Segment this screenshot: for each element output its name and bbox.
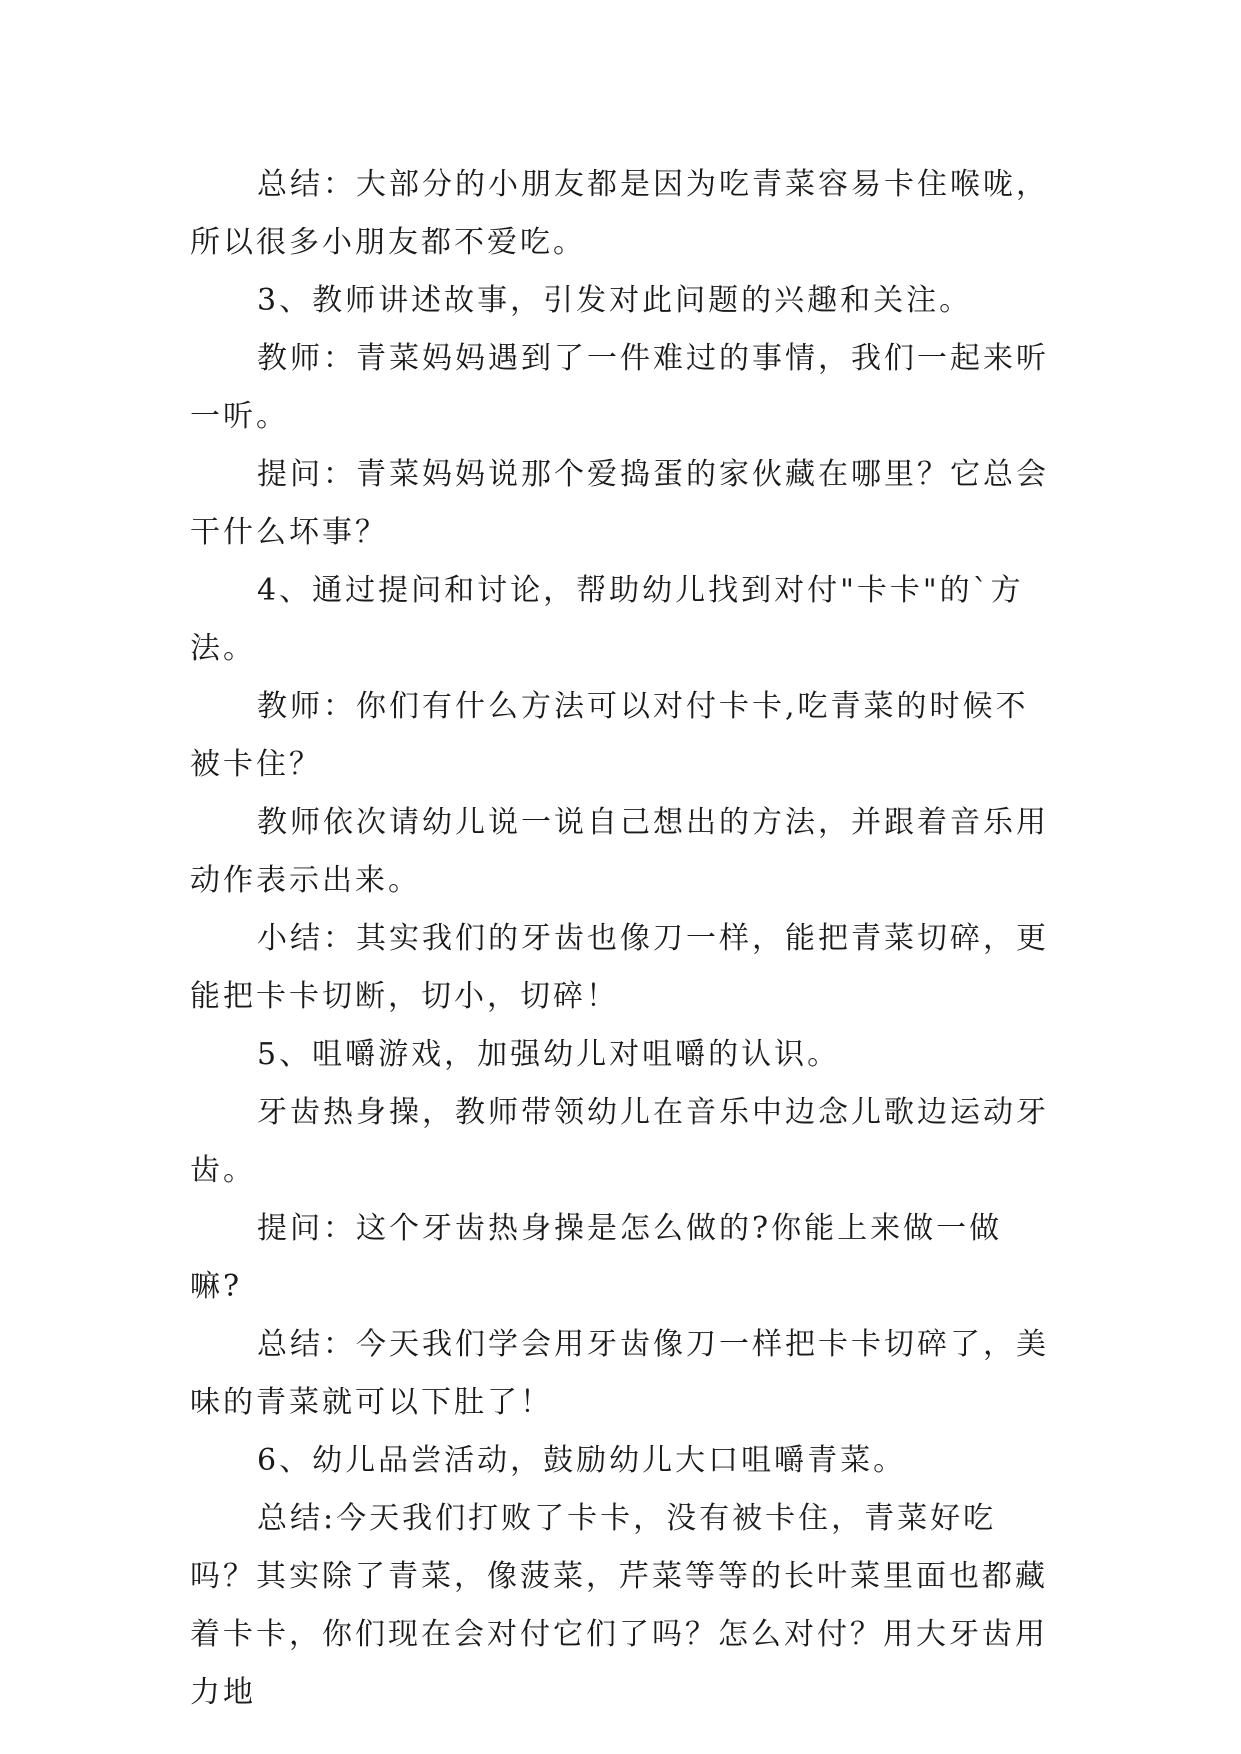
paragraph-step-4: 4、通过提问和讨论，帮助幼儿找到对付"卡卡"的`方法。 <box>190 573 1024 666</box>
paragraph-teacher-methods: 教师：你们有什么方法可以对付卡卡,吃青菜的时候不被卡住？ <box>190 689 1029 782</box>
paragraph-brief-summary: 小结：其实我们的牙齿也像刀一样，能把青菜切碎，更能把卡卡切断，切小，切碎！ <box>190 921 1049 1014</box>
paragraph-teacher-music: 教师依次请幼儿说一说自己想出的方法，并跟着音乐用动作表示出来。 <box>190 805 1049 898</box>
paragraph-summary-final: 总结:今天我们打败了卡卡，没有被卡住，青菜好吃吗？其实除了青菜，像菠菜，芹菜等等的长叶菜里面也都藏着卡卡，你们现在会对付它们了吗？怎么对付？用大牙齿用力地 <box>190 1501 1048 1710</box>
paragraph-question-warmup: 提问：这个牙齿热身操是怎么做的?你能上来做一做嘛? <box>190 1211 1003 1304</box>
paragraph-teeth-warmup: 牙齿热身操，教师带领幼儿在音乐中边念儿歌边运动牙齿。 <box>190 1095 1049 1188</box>
paragraph-summary-today: 总结：今天我们学会用牙齿像刀一样把卡卡切碎了，美味的青菜就可以下肚了！ <box>190 1327 1049 1420</box>
paragraph-teacher-story: 教师：青菜妈妈遇到了一件难过的事情，我们一起来听一听。 <box>190 341 1049 434</box>
paragraph-question-hiding: 提问：青菜妈妈说那个爱捣蛋的家伙藏在哪里？它总会干什么坏事？ <box>190 457 1049 550</box>
paragraph-step-5: 5、咀嚼游戏，加强幼儿对咀嚼的认识。 <box>257 1037 841 1072</box>
document-body <box>190 156 1050 1722</box>
paragraph-step-6: 6、幼儿品尝活动，鼓励幼儿大口咀嚼青菜。 <box>257 1443 907 1478</box>
paragraph-step-3: 3、教师讲述故事，引发对此问题的兴趣和关注。 <box>257 283 973 318</box>
paragraph-summary-choking: 总结：大部分的小朋友都是因为吃青菜容易卡住喉咙，所以很多小朋友都不爱吃。 <box>190 167 1049 260</box>
